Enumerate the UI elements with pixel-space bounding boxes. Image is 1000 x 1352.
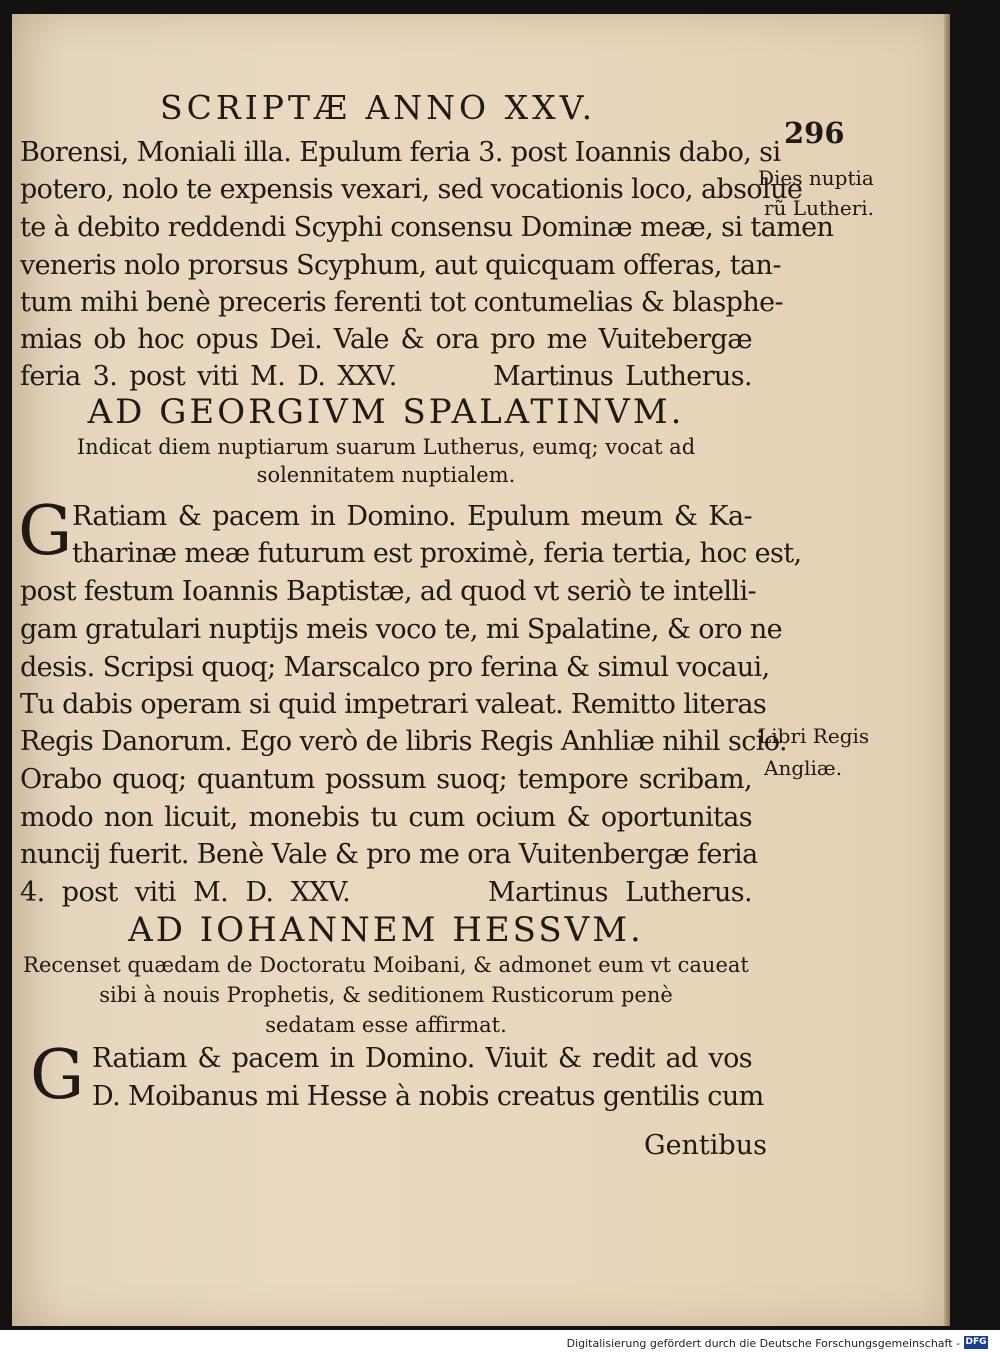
letter-summary: sedatam esse affirmat. — [265, 1013, 507, 1037]
letter-summary: Indicat diem nuptiarum suarum Lutherus, eumq; vocat ad — [76, 435, 696, 459]
text-line: Ratiam & pacem in Domino. Viuit & redit ad vos — [92, 1043, 752, 1074]
marginal-note: Angliæ. — [764, 756, 843, 780]
text-line: Ratiam & pacem in Domino. Epulum meum & Ka- — [72, 501, 752, 532]
text-line: nuncij fuerit. Benè Vale & pro me ora Vuitenbergæ feria — [20, 839, 758, 870]
text-line: tum mihi benè preceris ferenti tot contumelias & blasphe- — [20, 287, 784, 318]
text-line: Regis Danorum. Ego verò de libris Regis Anhliæ nihil scio. — [20, 726, 787, 757]
text-line: Borensi, Moniali illa. Epulum feria 3. post Ioannis dabo, si — [20, 137, 781, 168]
text-line: veneris nolo prorsus Scyphum, aut quicquam offeras, tan- — [20, 250, 781, 281]
text-line: Orabo quoq; quantum possum suoq; tempore scribam, — [20, 764, 752, 795]
text-line: post festum Ioannis Baptistæ, ad quod vt seriò te intelli- — [20, 576, 757, 607]
letter-summary: solennitatem nuptialem. — [256, 463, 516, 487]
book-page — [12, 14, 948, 1326]
page-number: 296 — [784, 116, 845, 150]
text-line: 4. post viti M. D. XXV. Martinus Lutherus. — [20, 877, 752, 908]
running-header: SCRIPTÆ ANNO XXV. — [160, 88, 597, 127]
text-line: te à debito reddendi Scyphi consensu Dominæ meæ, si tamen — [20, 212, 834, 243]
drop-initial: G — [30, 1036, 85, 1115]
dfg-logo: DFG — [965, 1337, 987, 1347]
drop-initial: G — [18, 492, 73, 571]
marginal-note: Dies nuptia — [758, 166, 874, 190]
page-edge — [944, 14, 950, 1326]
catchword: Gentibus — [644, 1130, 767, 1161]
text-line: desis. Scripsi quoq; Marscalco pro ferina & simul vocaui, — [20, 652, 770, 683]
text-line: mias ob hoc opus Dei. Vale & ora pro me Vuitebergæ — [20, 324, 752, 355]
text-line: tharinæ meæ futurum est proximè, feria tertia, hoc est, — [72, 538, 802, 569]
letter-summary: Recenset quædam de Doctoratu Moibani, & admonet eum vt caueat — [23, 953, 749, 977]
marginal-note: Libri Regis — [758, 724, 870, 748]
text-line: feria 3. post viti M. D. XXV. Martinus Lutherus. — [20, 361, 752, 392]
letter-title: AD GEORGIVM SPALATINVM. — [87, 392, 685, 432]
digitization-credit: Digitalisierung gefördert durch die Deutsche Forschungsgemeinschaft - — [566, 1337, 960, 1350]
text-line: gam gratulari nuptijs meis voco te, mi Spalatine, & oro ne — [20, 614, 783, 645]
text-line: potero, nolo te expensis vexari, sed vocationis loco, absolue — [20, 174, 803, 205]
marginal-note: rũ Lutheri. — [764, 196, 875, 220]
letter-title: AD IOHANNEM HESSVM. — [128, 910, 644, 950]
text-line: modo non licuit, monebis tu cum ocium & oportunitas — [20, 802, 752, 833]
text-line: D. Moibanus mi Hesse à nobis creatus gentilis cum — [92, 1081, 764, 1112]
letter-summary: sibi à nouis Prophetis, & seditionem Rusticorum penè — [99, 983, 673, 1007]
text-line: Tu dabis operam si quid impetrari valeat. Remitto literas — [20, 689, 767, 720]
